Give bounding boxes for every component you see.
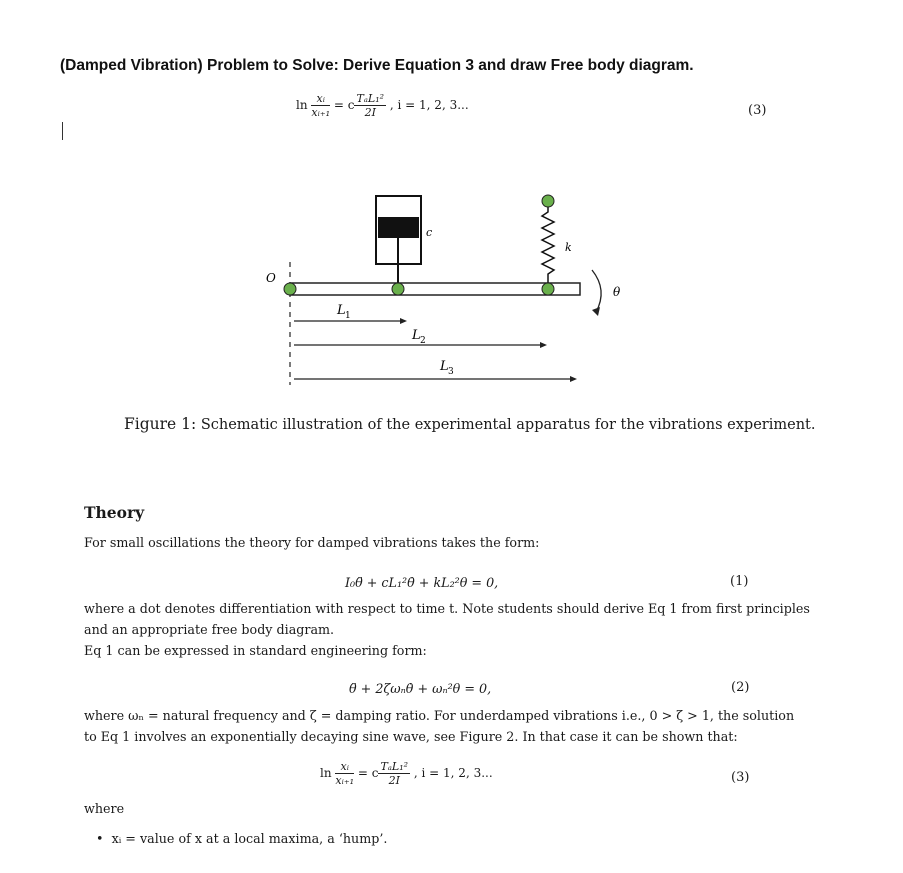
problem-heading: (Damped Vibration) Problem to Solve: Derive Equation 3 and draw Free body diagram.	[60, 57, 694, 74]
equation-3-number-top: (3)	[748, 103, 767, 118]
spring	[542, 203, 554, 288]
ln-label: ln	[296, 98, 308, 112]
L1-arrowhead	[400, 318, 407, 324]
rhs-numerator-bottom: TₐL₁²	[380, 760, 409, 773]
label-L2: L	[412, 328, 421, 343]
fraction-numerator: xᵢ	[311, 92, 330, 106]
theory-title: Theory	[84, 503, 145, 522]
beam	[290, 283, 580, 295]
label-L2-sub: 2	[420, 336, 426, 346]
paragraph-1-line-2: and an appropriate free body diagram.	[84, 622, 335, 637]
damper-joint	[392, 283, 404, 295]
paragraph-1-line-1: where a dot denotes differentiation with respect to time t. Note students should derive Eq 1 from first principles	[84, 601, 810, 616]
equals-c: = c	[333, 98, 355, 112]
label-L1: L	[337, 303, 346, 318]
paragraph-1	[84, 598, 810, 661]
label-k: k	[565, 241, 572, 254]
equation-1-number: (1)	[730, 574, 749, 589]
equation-2: θ̈ + 2ζωₙθ̇ + ωₙ²θ = 0,	[349, 681, 492, 696]
paragraph-2-line-1: where ωₙ = natural frequency and ζ = damping ratio. For underdamped vibrations i.e., 0 > ζ > 1, the solution	[84, 708, 795, 723]
paragraph-1-line-3: Eq 1 can be expressed in standard engineering form:	[84, 643, 427, 658]
fraction-denominator: xᵢ₊₁	[311, 106, 331, 119]
paragraph-2	[84, 705, 794, 747]
schematic-diagram	[0, 0, 903, 410]
equation-3-number-bottom: (3)	[731, 770, 750, 785]
equals-c-bottom: = c	[357, 766, 379, 780]
theory-intro: For small oscillations the theory for damped vibrations takes the form:	[84, 535, 540, 550]
label-L3: L	[440, 359, 449, 374]
rhs-numerator: TₐL₁²	[356, 92, 385, 105]
spring-joint-bottom	[542, 283, 554, 295]
rotation-arrow	[592, 270, 601, 312]
spring-joint-top	[542, 195, 554, 207]
fraction-numerator-bottom: xᵢ	[335, 760, 354, 774]
label-L3-sub: 3	[448, 367, 454, 377]
label-theta: θ	[613, 285, 621, 299]
ln-label-bottom: ln	[320, 766, 332, 780]
label-c: c	[426, 226, 433, 239]
fraction-denominator-bottom: xᵢ₊₁	[335, 774, 355, 787]
bullet-text: xᵢ = value of x at a local maxima, a ‘hump’.	[111, 831, 388, 846]
bullet-item	[96, 828, 387, 849]
L3-arrowhead	[570, 376, 577, 382]
figure-caption-text: Schematic illustration of the experimental apparatus for the vibrations experiment.	[200, 417, 816, 433]
figure-caption	[124, 415, 815, 433]
label-L1-sub: 1	[345, 311, 351, 321]
equation-2-number: (2)	[731, 680, 750, 695]
rhs-denominator: 2I	[364, 106, 376, 119]
ratio-fraction-bottom	[335, 760, 354, 787]
index-text-bottom: , i = 1, 2, 3...	[413, 766, 493, 780]
damper-piston	[378, 217, 419, 238]
bullet-dot: •	[96, 831, 112, 846]
rhs-fraction-bottom	[378, 760, 410, 787]
paragraph-2-line-2: to Eq 1 involves an exponentially decaying sine wave, see Figure 2. In that case it can be shown that:	[84, 729, 738, 744]
where-label: where	[84, 801, 125, 816]
L2-arrowhead	[540, 342, 547, 348]
equation-3-bottom	[320, 760, 493, 787]
equation-1: I₀θ̈ + cL₁²θ̇ + kL₂²θ = 0,	[345, 575, 499, 590]
rhs-denominator-bottom: 2I	[388, 774, 400, 787]
pivot-o	[284, 283, 296, 295]
rotation-arrowhead	[592, 307, 600, 316]
index-text: , i = 1, 2, 3...	[389, 98, 469, 112]
figure-label: Figure 1:	[124, 415, 197, 433]
label-O: O	[266, 271, 276, 285]
